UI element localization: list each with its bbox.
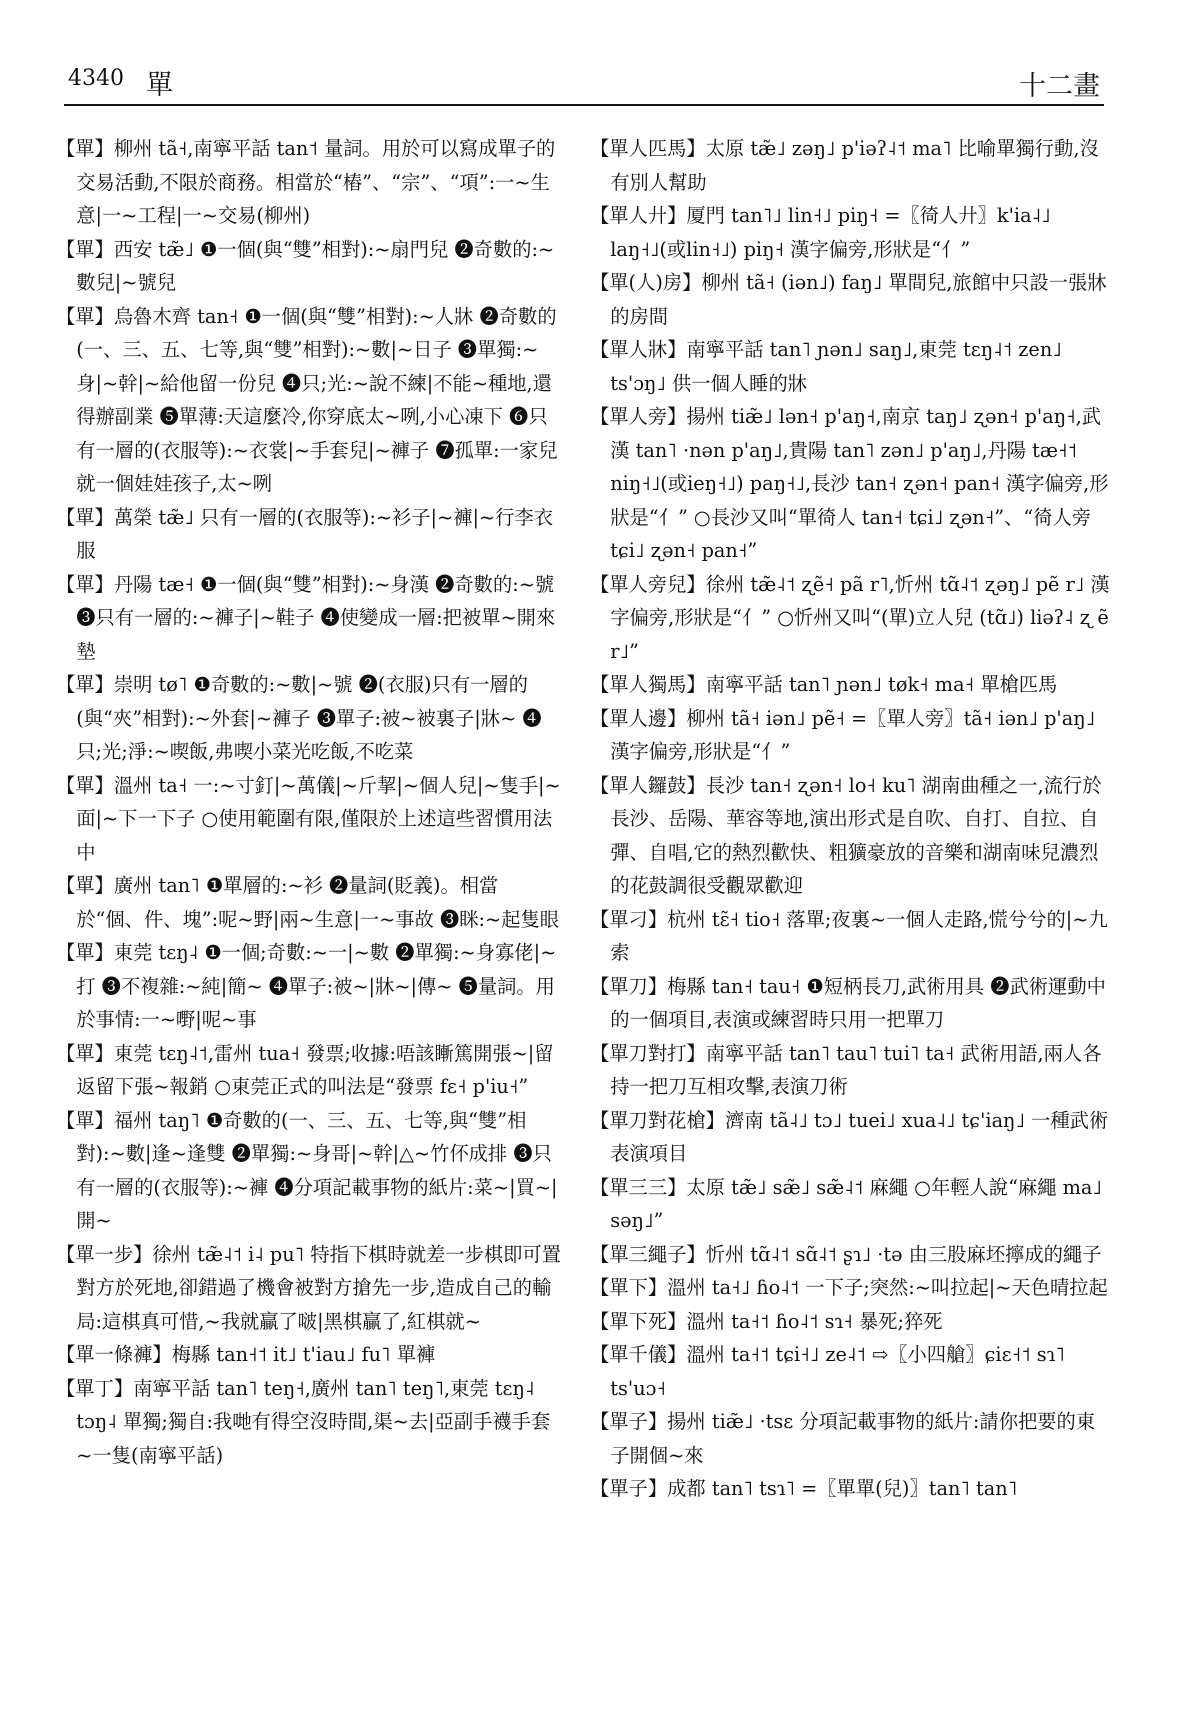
entry-body: 柳州 tã˧ iən˩ pẽ˧ =〖單人旁〗tã˧ iən˩ p'aŋ˩ 漢字偏旁,形狀是“亻” [610, 706, 1096, 763]
entry-body: 廣州 tan˥ ❶單層的:~衫 ❷量詞(貶義)。相當於“個、件、塊”:呢~野|兩~生意|一~事故 ❸眯:~起隻眼 [76, 874, 560, 931]
entry-body: 厦門 tan˥˩ lin˧˩ piŋ˧ =〖徛人廾〗k'ia˨˩ laŋ˧˩(或lin˧˩) piŋ˧ 漢字偏旁,形狀是“亻” [610, 204, 1051, 261]
entry-body: 南寧平話 tan˥ tau˥ tui˥ ta˧ 武術用語,兩人各持一把刀互相攻擊,表演刀術 [610, 1041, 1102, 1098]
entry-body: 柳州 tã˧ (iən˩) faŋ˩ 單間兒,旅館中只設一張牀的房間 [610, 271, 1107, 328]
dictionary-entry [590, 1405, 1112, 1472]
entry-headword: 【單】 [56, 572, 114, 596]
entry-body: 溫州 ta˧˦ tɕi˧˩ ze˨˦ ⇨〖小四艙〗ɕiɛ˧˦ sɿ˥ ts'uɔ˧ [610, 1343, 1065, 1400]
dictionary-entry [56, 869, 564, 936]
dictionary-entry [590, 1104, 1112, 1171]
entry-headword: 【單人匹馬】 [590, 137, 706, 160]
dictionary-entry [590, 199, 1112, 266]
entry-body: 崇明 tø˥ ❶奇數的:~數|~號 ❷(衣服)只有一層的(與“夾”相對):~外套|~褲子 ❸單子:被~被裏子|牀~ ❹只;光;淨:~喫飯,弗喫小菜光吃飯,不吃菜 [76, 673, 542, 763]
entry-headword: 【單】 [56, 1041, 114, 1065]
entry-body: 南寧平話 tan˥ ɲən˩ tøk˧ ma˧ 單槍匹馬 [705, 673, 1058, 696]
right-column [590, 132, 1112, 1692]
entry-body: 溫州 ta˧˦ ɦo˨˦ sɿ˧ 暴死;猝死 [686, 1309, 943, 1333]
entry-body: 南寧平話 tan˥ ɲən˩ saŋ˩,東莞 tɛŋ˨˦ zen˩ ts'ɔŋ˩ 供一個人睡的牀 [610, 338, 1062, 395]
dictionary-entry [590, 769, 1112, 903]
dictionary-entry [590, 1037, 1112, 1104]
entry-headword: 【單下死】 [590, 1309, 687, 1333]
entry-body: 丹陽 tæ˧ ❶一個(與“雙”相對):~身漢 ❷奇數的:~號 ❸只有一層的:~褲子|~鞋子 ❹使變成一層:把被單~開來墊 [76, 572, 556, 663]
entry-headword: 【單千儀】 [590, 1343, 687, 1366]
entry-body: 溫州 ta˧ 一:~寸釘|~萬儀|~斤挈|~個人兒|~隻手|~面|~下一下子 ○使用範圍有限,僅限於上述這些習慣用法中 [76, 773, 561, 864]
dictionary-entry [590, 1171, 1112, 1238]
entry-headword: 【單丁】 [56, 1376, 134, 1400]
entry-headword: 【單人牀】 [590, 338, 687, 361]
dictionary-entry [56, 936, 564, 1037]
entry-body: 忻州 tɑ̃˨˦ sɑ̃˨˦ ʂɿ˩ ·tə 由三股麻坯擰成的繩子 [705, 1242, 1102, 1266]
entry-headword: 【單】 [56, 304, 114, 328]
dictionary-entry [56, 233, 564, 300]
entry-headword: 【單子】 [590, 1410, 668, 1433]
entry-body: 徐州 tæ̃˨˦ i˨ pu˥ 特指下棋時就差一步棋即可置對方於死地,卻錯過了機會被對方搶先一步,造成自己的輸局:這棋真可惜,~我就贏了啵|黑棋贏了,紅棋就~ [76, 1242, 561, 1333]
dictionary-entry [590, 266, 1112, 333]
entry-body: 徐州 tæ̃˨˦ ʐẽ˧ pã r˥,忻州 tɑ̃˨˦ ʐəŋ˩ pẽ r˩ 漢字偏旁,形狀是“亻” ○忻州又叫“(單)立人兒 (tɑ̃˩) liəʔ˨ ʐ ẽ r˩” [610, 572, 1110, 663]
entry-body: 濟南 tã˨˩ tɔ˩ tuei˩ xua˨˩ tɕ'iaŋ˩ 一種武術表演項目 [610, 1108, 1109, 1165]
entry-headword: 【單】 [56, 941, 114, 964]
entry-body: 杭州 tɛ̃˧ tio˧ 落單;夜裏~一個人走路,慌兮兮的|~九索 [610, 907, 1108, 964]
entry-body: 東莞 tɛŋ˨ ❶一個;奇數:~一|~數 ❷單獨:~身寡佬|~打 ❸不複雜:~純|簡~ ❹單子:被~|牀~|傳~ ❺量詞。用於事情:一~嘢|呢~事 [76, 941, 557, 1031]
entry-body: 太原 tæ̃˩ sæ̃˩ sæ̃˨˦ 麻繩 ○年輕人說“麻繩 ma˩ səŋ˩” [610, 1175, 1102, 1232]
entry-headword: 【單】 [56, 773, 114, 797]
entry-body: 梅縣 tan˧ tau˧ ❶短柄長刀,武術用具 ❷武術運動中的一個項目,表演或練習時只用一把單刀 [610, 974, 1106, 1031]
entry-headword: 【單人獨馬】 [590, 673, 706, 696]
dictionary-entry [56, 1104, 564, 1238]
page-number: 4340 [68, 66, 124, 91]
entry-headword: 【單三繩子】 [590, 1242, 706, 1266]
dictionary-entry [56, 300, 564, 501]
dictionary-entry [590, 668, 1112, 702]
entry-headword: 【單刀對花槍】 [590, 1108, 725, 1132]
entry-headword: 【單刁】 [590, 907, 668, 931]
entry-headword: 【單人旁兒】 [590, 572, 706, 596]
entry-headword: 【單(人)房】 [590, 271, 702, 294]
entry-body: 梅縣 tan˧˦ it˩ t'iau˩ fu˥ 單褲 [171, 1343, 436, 1366]
entry-body: 福州 taŋ˥ ❶奇數的(一、三、五、七等,與“雙”相對):~數|逢~逢雙 ❷單獨:~身哥|~幹|△~竹伓成排 ❸只有一層的(衣服等):~褲 ❹分項記載事物的紙片:菜~|買~|開~ [76, 1108, 558, 1232]
dictionary-entry [590, 702, 1112, 769]
dictionary-entry [590, 333, 1112, 400]
dictionary-entry [56, 568, 564, 669]
entry-body: 萬榮 tæ̃˩ 只有一層的(衣服等):~衫子|~褲|~行李衣服 [76, 505, 553, 562]
dictionary-entry [590, 903, 1112, 970]
entry-body: 揚州 tiæ̃˩ lən˧ p'aŋ˧,南京 taŋ˩ ʐən˧ p'aŋ˧,武漢 tan˥ ·nən p'aŋ˩,貴陽 tan˥ zən˩ p'aŋ˩,丹陽 tæ˧˦ niŋ˧˩(或ieŋ˧˩) paŋ˧˩,長沙 tan˧ ʐən˧ pan˧ 漢字偏旁,形狀是“亻” ○長沙又叫“單徛人 tan˧ tɕi˩ ʐən˧”、“徛人旁 tɕi˩ ʐən˧ pan˧” [610, 405, 1109, 562]
entry-headword: 【單】 [56, 673, 114, 696]
dictionary-entry [590, 1271, 1112, 1305]
dictionary-entry [590, 1238, 1112, 1272]
dictionary-entry [590, 1472, 1112, 1506]
dictionary-entry [56, 132, 564, 233]
entry-body: 柳州 tã˧,南寧平話 tan˦ 量詞。用於可以寫成單子的交易活動,不限於商務。相當於“樁”、“宗”、“項”:一~生意|一~工程|一~交易(柳州) [76, 137, 556, 227]
dictionary-entry [56, 1338, 564, 1372]
entry-headword: 【單人邊】 [590, 706, 687, 730]
dictionary-entry [56, 1037, 564, 1104]
entry-body: 揚州 tiæ̃˩ ·tsɛ 分項記載事物的紙片:請你把要的東子開個~來 [610, 1410, 1096, 1467]
entry-headword: 【單下】 [590, 1276, 668, 1299]
header-rule [64, 104, 1104, 106]
dictionary-entry [56, 1372, 564, 1473]
entry-body: 長沙 tan˧ ʐən˧ lo˧ ku˥ 湖南曲種之一,流行於長沙、岳陽、華容等地,演出形式是自吹、自打、自拉、自彈、自唱,它的熱烈歡快、粗獷豪放的音樂和湖南味兒濃烈的花鼓調很受觀眾歡迎 [610, 773, 1102, 897]
entry-headword: 【單三三】 [590, 1175, 687, 1199]
entry-headword: 【單人鑼鼓】 [590, 773, 706, 797]
dictionary-entry [590, 1338, 1112, 1405]
entry-headword: 【單】 [56, 874, 114, 897]
dictionary-entry [56, 501, 564, 568]
stroke-section: 十二畫 [1019, 71, 1100, 102]
entry-headword: 【單子】 [590, 1477, 668, 1500]
entry-headword: 【單一步】 [56, 1242, 153, 1266]
page-header [68, 66, 1100, 106]
entry-body: 南寧平話 tan˥ teŋ˧,廣州 tan˥ teŋ˥,東莞 tɛŋ˨ tɔŋ˨ 單獨;獨自:我哋有得空沒時間,渠~去|亞副手襪手套~一隻(南寧平話) [76, 1376, 551, 1467]
dictionary-entry [590, 1305, 1112, 1339]
entry-body: 太原 tæ̃˩ zəŋ˩ p'iəʔ˨˦ ma˥ 比喻單獨行動,沒有別人幫助 [610, 137, 1099, 194]
dictionary-entry [590, 132, 1112, 199]
dictionary-entry [56, 769, 564, 870]
entry-body: 溫州 ta˧˩ ɦo˨˦ 一下子;突然:~叫拉起|~天色晴拉起 [667, 1276, 1108, 1299]
entry-headword: 【單刀】 [590, 974, 668, 998]
entry-headword: 【單人旁】 [590, 405, 687, 428]
entry-headword: 【單】 [56, 237, 114, 261]
dictionary-entry [56, 668, 564, 769]
head-character: 單 [146, 70, 173, 101]
entry-body: 東莞 tɛŋ˨˦,雷州 tua˧ 發票;收據:唔該䁪篤開張~|留返留下張~報銷 ○東莞正式的叫法是“發票 fɛ˧ p'iu˧” [76, 1041, 554, 1098]
entry-body: 烏魯木齊 tan˧ ❶一個(與“雙”相對):~人牀 ❷奇數的(一、三、五、七等,與“雙”相對):~數|~日子 ❸單獨:~身|~幹|~給他留一份兒 ❹只;光:~說不練|不能~種地,還得辦副業 ❺單薄:天這麼冷,你穿底太~咧,小心凍下 ❻只有一層的(衣服等):~衣裳|~手套兒|~褲子 ❼孤單:一家兒就一個娃娃孩子,太~咧 [76, 304, 558, 495]
entry-headword: 【單刀對打】 [590, 1041, 706, 1065]
dictionary-entry [590, 568, 1112, 669]
entry-headword: 【單】 [56, 505, 114, 529]
entry-headword: 【單人廾】 [590, 204, 687, 227]
entry-headword: 【單】 [56, 1108, 114, 1132]
dictionary-entry [590, 970, 1112, 1037]
dictionary-entry [56, 1238, 564, 1339]
entry-headword: 【單】 [56, 137, 114, 160]
entry-body: 西安 tæ̃˩ ❶一個(與“雙”相對):~扇門兒 ❷奇數的:~數兒|~號兒 [76, 237, 555, 294]
entry-headword: 【單一條褲】 [56, 1343, 172, 1366]
entry-body: 成都 tan˥ tsɿ˥ =〖單單(兒)〗tan˥ tan˥ [667, 1477, 1018, 1500]
dictionary-entry [590, 400, 1112, 568]
left-column [56, 132, 564, 1692]
